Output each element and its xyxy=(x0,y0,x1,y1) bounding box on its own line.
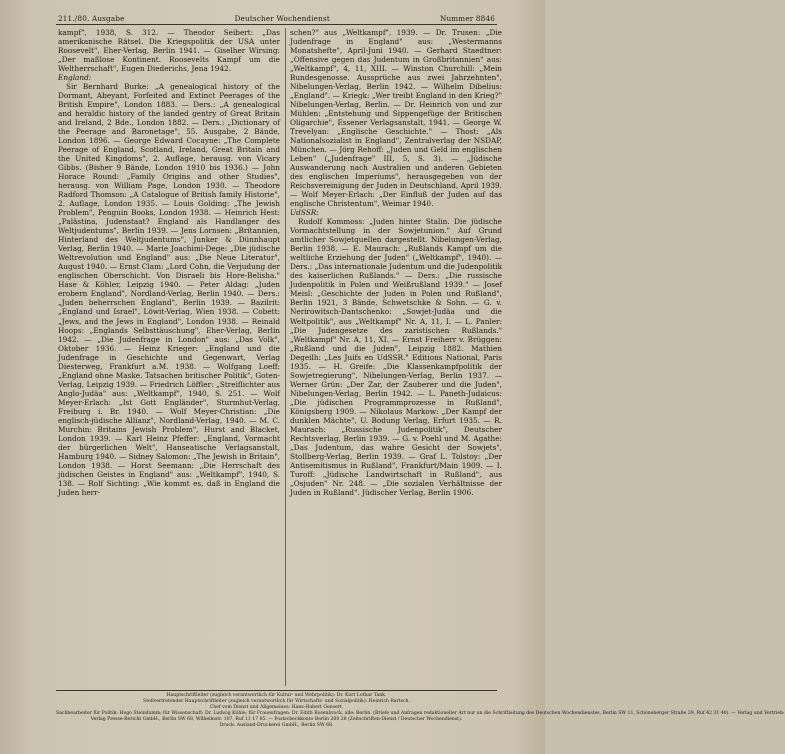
footer-line-2: Stellvertretender Hauptschriftleiter (zugleich verantwortlich für Wirtschafts- und Sozialpolitik): Heinrich Bartsch. xyxy=(143,698,410,704)
footer-line-1: Hauptschriftleiter (zugleich verantwortlich für Kultur- und Wehrpolitik): Dr. Kurt Lothar Tank. xyxy=(166,693,387,698)
footer-line-4: Sachbearbeiter für Politik: Hugo Steindamm; für Wissenschaft: Dr. Ludwig Kühle; für Frauenfragen: Dr. Edith Rosenbrock, alle: Berlin. (Briefe und Anfragen redaktioneller Art nur an die Schriftleitung des Deutschen Wochendienstes, Berlin SW 11, Schöneberger Straße 39, Ruf 42 31 40). — Verlag und Vertrieb: xyxy=(56,710,785,716)
right-intro-text: schen?" aus „Weltkampf", 1939. — Dr. Trusen: „Die Judenfrage in England" aus: „Westermanns Monatshefte", April-Juni 1940. — Gerhard Staedtner: „Offensive gegen das Judentum in Großbritannien" aus: „Weltkampf", 4, 11, XIII. — Winston Churchill: „Mein Bundesgenosse. Aussprüche aus zwei Jahrzehnten", Nibelungen-Verlag, Berlin 1942. — Wilhelm Dibelius: „England". — Kriegk: „Wer treibt England in den Krieg?" Nibelungen-Verlag, Berlin. — Dr. Heinrich von und zur Mühlen: „Entstehung und Sippengefüge der Britischen Oligarchie", Essener Verlagsanstalt, 1941. — George W. Trevelyan: „Englische Geschichte." — Thost: „Als Nationalsozialist in England", Zentralverlag der NSDAP, München. — Jörg Rehoff: „Juden und Geld im englischen Leben" („Judenfrage" III, 5, S. 3). — „Jüdische Auswanderung nach Australien und anderen Gebieten des englischen Imperiums", herausgegeben von der Reichsvereinigung der Juden in Deutschland, April 1939. — Wolf Meyer-Erlach: „Der Einfluß der Juden auf das englische Christentum", Weimar 1940. xyxy=(290,28,502,209)
left-body-text: Sir Bernhard Burke: „A genealogical history of the Dormant, Abeyant, Forfeited and Extinct Peerages of the British Empire", London 1883. — Ders.: „A genealogical and heraldic history of the landed gentry of Great Britain and Ireland, 2 Bde., London 1882. — Ders.: „Dictionary of the Peerage and Baronetage", 55. Ausgabe, 2 Bände, London 1896. — George Edward Cocayne: „The Complete Peerage of England, Scotland, Ireland, Great Britain and the United Kingdoms", 2. Auflage, herausg. von Vicary Gibbs. (Bisher 9 Bände, London 1910 bis 1936.) — John Horace Round: „Family Origins and other Studies", herausg. von William Page, London 1930. — Theodore Radford Thomson: „A Catalogue of British family Historie", 2. Auflage, London 1935. — Louis Golding: „The Jewish Problem", Penguin Books, London 1938. — Heinrich Hest: „Palästina, Judenstaat? England als Handlanger des Weltjudentums", Berlin 1939. — Jens Lornsen: „Britannien, Hinterland des Weltjudentums", Junker & Dünnhaupt Verlag, Berlin 1940. — Marie Joachimi-Dege: „Die jüdische Weltrevolution und England" aus: „Die Neue Literatur", August 1940. — Ernst Clam: „Lord Cohn, die Verjudung der englischen Oberschicht. Von Disraeli bis Hore-Belisha." Hase & Köhler, Leipzig 1940. — Peter Aldag: „Juden erobern England", Nordland-Verlag, Berlin 1940. — Ders.: „Juden beherrschen England", Berlin 1939. — Bazilrit: „England und Israel", Löwit-Verlag, Wien 1938. — Cobett: „Jews, and the Jews in England", London 1938. — Reinald Hoops: „Englands Selbsttäuschung", Eher-Verlag, Berlin 1942. — „Die Judenfrage in London" aus: „Das Volk", Oktober 1936. — Heinz Krieger: „England und die Judenfrage in Geschichte und Gegenwart, Verlag Diesterweg, Frankfurt a.M. 1938. — Wolfgang Loeff: „England ohne Maske. Tatsachen britischer Politik", Goten-Verlag, Leipzig 1939. — Friedrich Löffler: „Streiflichter aus Anglo-Judäa" aus: „Weltkampf", 1940, S. 251. — Wolf Meyer-Erlach: „Ist Gott Engländer", Sturmhut-Verlag, Freiburg i. Br. 1940. — Wolf Meyer-Christian: „Die englisch-jüdische Allianz", Nordland-Verlag, 1940. — M. C. Murchin: Britains Jewish Problem", Hurst and Blacket, London 1939. — Karl Heinz Pfeffer: „England, Vormacht der bürgerlichen Welt", Hanseatische Verlagsanstalt, Hamburg 1940. — Sidney Salomon: „The Jewish in Britain", London 1938. — Horst Seemann: „Die Herrschaft des jüdischen Geistes in England" aus: „Weltkampf", 1940, S. 138. — Rolf Sichting: „Wie kommt es, daß in England die Juden herr- xyxy=(58,82,280,497)
footer-line-5: Verlag Presse-Bericht GmbH., Berlin SW 68, Wilhelmstr. 107, Ruf 11 17 85. — Postscheckkonto Berlin 200 28 (Zeitschriften-Dienst / Deutscher Wochendienst). xyxy=(90,716,463,722)
section-title-udssr: UdSSR: xyxy=(290,208,319,218)
column-divider xyxy=(285,28,286,686)
imprint-footer xyxy=(56,690,785,728)
right-body-text: Rudolf Kommoss: „Juden hinter Stalin. Die jüdische Vormachtstellung in der Sowjetunion." Auf Grund amtlicher Sowjetquellen dargestellt. Nibelungen-Verlag, Berlin 1938. — E. Maurach: „Rußlands Kampf um die weltliche Erziehung der Juden" („Weltkampf", 1940). — Ders.: „Das internationale Judentum und die Judenpolitik des kaiserlichen Rußlands." — Ders.: „Die russische Judenpolitik in Polen und Weißrußland 1939." — Josef Meisl: „Geschichte der Juden in Polen und Rußland", Berlin 1921, 3 Bände, Schwetschke & Sohn. — G. v. Nerirowitsch-Dantschenko: „Sowjet-Judäa und die Weltpolitik", aus „Weltkampf" Nr. A, 11, I. — L. Panler: „Die Judengesetze des zaristischen Rußlands." „Weltkampf" Nr. A, 11, XI. — Ernst Freiherr v. Brüggen: „Rußland und die Juden", Leipzig 1882. Mathien Degeilh: „Les Juifs en UdSSR." Editions National, Paris 1935. — H. Greife: „Die Klassenkampfpolitik der Sowjetregierung", Nibelungen-Verlag, Berlin 1937. — Werner Grün: „Der Zar, der Zauberer und die Juden", Nibelungen-Verlag, Berlin 1942. — L. Paneth-Judaicus: „Die jüdischen Programmprozesse in Rußland", Königsberg 1909. — Nikolaus Markow: „Der Kampf der dunklen Mächte", U. Bodung Verlag, Erfurt 1935. — R. Maurach: „Russische Judenpolitik", Deutscher Rechtsverlag, Berlin 1939. — G. v. Poehl und M. Agathe: „Das Judentum, das wahre Gesicht der Sowjets", Stollberg-Verlag, Berlin 1939. — Graf L. Tolstoy: „Der Antisemitismus in Rußland", Frankfurt/Main 1909. — I. Turoff: „Jüdische Landwirtschaft in Rußland", aus „Osjuden" Nr. 248. — „Die sozialen Verhältnisse der Juden in Rußland". Jüdischer Verlag, Berlin 1906. xyxy=(290,217,502,497)
footer-line-3: Chef vom Dienst und Allgemeines: Hans-Hubert Gensert. xyxy=(209,704,344,710)
issue-number: Nummer 8846 xyxy=(439,14,495,23)
section-title-england: England: xyxy=(58,73,92,83)
header-rule xyxy=(56,24,497,25)
issue-label: 211./80. Ausgabe xyxy=(58,14,125,23)
page-header xyxy=(58,14,495,23)
left-intro-text: kampf", 1938, S. 312. — Theodor Seibert: „Das amerikanische Rätsel. Die Kriegspolitik der USA unter Roosevelt", Eher-Verlag, Berlin 1941. — Giselher Wirsing: „Der maßlose Kontinent. Roosevelts Kampf um die Weltherrschaft", Eugen Diederichs, Jena 1942. xyxy=(58,28,280,74)
publication-title: Deutscher Wochendienst xyxy=(234,14,330,23)
left-column xyxy=(58,28,280,497)
right-column xyxy=(290,28,502,497)
footer-line-6: Druck: Ausland-Druckerei GmbH., Berlin SW 68. xyxy=(219,722,334,728)
